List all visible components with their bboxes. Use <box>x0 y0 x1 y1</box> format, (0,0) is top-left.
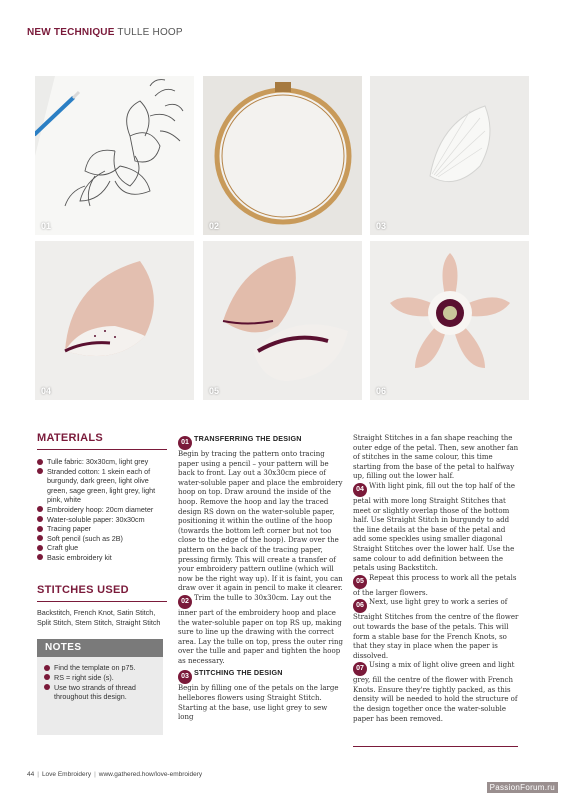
bullet-icon <box>37 468 43 474</box>
step-number: 02 <box>178 595 192 609</box>
grey-petal-image <box>370 76 529 235</box>
photo-number: 04 <box>41 386 52 396</box>
watermark: PassionForum.ru <box>487 782 558 793</box>
step-text: Begin by tracing the pattern onto tracing paper using a pencil – your pattern will be back to front. Lay out a 30x30cm piece of water-soluble paper and place the embroidery hoop on top. Draw around the inside of the hoop. Remove the hoop and lay the traced design RS down on the water-soluble paper, positioning it within the outline of the hoop (towards the bottom left corner but not too close to the edge of the hoop). Draw over the pattern on the back of the tracing paper, pressing firmly. This will create a transfer of your embroidery pattern outline (which will now be the right way up). If it is faint, you can draw over it again in pencil to make it clearer. <box>178 450 343 593</box>
step-04 <box>353 482 519 574</box>
step-text: Trim the tulle to 30x30cm. Lay out the inner part of the embroidery hoop and place the water-soluble paper on top RS up, making sure to line up the drawing with the correct area. Lay the tulle on top, press the outer ring over the tulle and paper and tighten the hoop as necessary. <box>178 593 343 665</box>
stitches-rule <box>37 601 167 602</box>
step-02 <box>178 594 344 667</box>
two-petals-image <box>203 241 362 400</box>
pink-petal-image <box>35 241 194 400</box>
notes-list <box>44 663 159 702</box>
step-text: Repeat this process to work all the petals of the larger flowers. <box>353 573 517 597</box>
stitches-title: STITCHES USED <box>37 584 129 596</box>
bullet-icon <box>37 545 43 551</box>
step-text: Begin by filling one of the petals on the large hellebores flowers using Straight Stitch. Starting at the base, use light grey to sew long <box>178 684 339 722</box>
list-item: Tulle fabric: 30x30cm, light grey <box>37 457 167 467</box>
photo-step-05 <box>203 241 362 400</box>
photo-number: 06 <box>376 386 387 396</box>
list-item: Tracing paper <box>37 524 167 534</box>
step-03-continued <box>353 434 519 482</box>
list-item: Craft glue <box>37 543 167 553</box>
list-item: Stranded cotton: 1 skein each of burgundy, dark green, light olive green, sage green, light grey, light pink, white <box>37 467 167 505</box>
bullet-icon <box>37 554 43 560</box>
finished-flower-image <box>370 241 529 400</box>
header-section: NEW TECHNIQUE <box>27 27 115 38</box>
instructions-column-2 <box>353 434 519 724</box>
step-number: 06 <box>353 599 367 613</box>
magazine-url: www.gathered.how/love-embroidery <box>98 771 203 778</box>
step-number: 01 <box>178 436 192 450</box>
step-07 <box>353 661 519 724</box>
photo-step-02 <box>203 76 362 235</box>
embroidery-hoop-image <box>203 76 362 235</box>
step-03 <box>178 668 344 722</box>
page-footer: 44 | Love Embroidery | www.gathered.how/love-embroidery <box>27 771 203 778</box>
step-number: 04 <box>353 483 367 497</box>
materials-title: MATERIALS <box>37 432 104 444</box>
header-topic: TULLE HOOP <box>117 27 183 38</box>
materials-rule <box>37 449 167 450</box>
step-text: Straight Stitches in a fan shape reaching the outer edge of the petal. Then, sew another fan of stitches in the same colour, this time starting from the base of the petal to halfway up, filling out the lower half. <box>353 434 519 481</box>
step-title: TRANSFERRING THE DESIGN <box>194 434 302 443</box>
step-01 <box>178 434 344 594</box>
photo-step-04 <box>35 241 194 400</box>
photo-number: 02 <box>209 221 220 231</box>
step-06 <box>353 598 519 661</box>
step-text: With light pink, fill out the top half of the petal with more long Straight Stitches that meet or slightly overlap those of the bottom half. Use Straight Stitch in burgundy to add the line details at the base of the petal and add some speckles using smaller diagonal Straight Stitches over the lower half. Use the same colour to add definition between the petals using Backstitch. <box>353 481 516 573</box>
photo-number: 03 <box>376 221 387 231</box>
photo-step-06 <box>370 241 529 400</box>
step-number: 05 <box>353 575 367 589</box>
step-number: 07 <box>353 662 367 676</box>
bullet-icon <box>37 526 43 532</box>
magazine-name: Love Embroidery <box>41 771 92 778</box>
step-05 <box>353 574 519 599</box>
page-header <box>27 27 183 38</box>
page-number: 44 <box>27 771 35 778</box>
bullet-icon <box>37 535 43 541</box>
photo-step-03 <box>370 76 529 235</box>
list-item: Water-soluble paper: 30x30cm <box>37 515 167 525</box>
photo-number: 01 <box>41 221 52 231</box>
instructions-column-1 <box>178 434 344 723</box>
list-item: Basic embroidery kit <box>37 553 167 563</box>
step-number: 03 <box>178 670 192 684</box>
bullet-icon <box>37 459 43 465</box>
stitches-text: Backstitch, French Knot, Satin Stitch, Split Stitch, Stem Stitch, Straight Stitch <box>37 608 161 627</box>
materials-list <box>37 457 167 563</box>
step-title: STITCHING THE DESIGN <box>194 668 283 678</box>
article-end-rule <box>353 746 518 747</box>
notes-title: NOTES <box>45 642 82 653</box>
list-item: Embroidery hoop: 20cm diameter <box>37 505 167 515</box>
list-item: Soft pencil (such as 2B) <box>37 534 167 544</box>
photo-number: 05 <box>209 386 220 396</box>
bullet-icon <box>44 684 50 690</box>
step-text: Using a mix of light olive green and light grey, fill the centre of the flower with French Knots. Ensure they're tightly packed, as this density will be needed to hold the structure of the design together once the water-soluble paper has been removed. <box>353 661 518 723</box>
list-item: RS = right side (s). <box>44 673 159 683</box>
bullet-icon <box>44 665 50 671</box>
notes-header <box>37 639 163 657</box>
bullet-icon <box>37 506 43 512</box>
bullet-icon <box>37 516 43 522</box>
bullet-icon <box>44 674 50 680</box>
list-item: Use two strands of thread throughout this design. <box>44 683 159 703</box>
list-item: Find the template on p75. <box>44 663 159 673</box>
step-text: Next, use light grey to work a series of Straight Stitches from the centre of the flower out towards the base of the petals. This will form a stable base for the French Knots, so that they stay in place when the paper is dissolved. <box>353 598 519 660</box>
tracing-sketch-image <box>35 76 194 235</box>
photo-step-01 <box>35 76 194 235</box>
